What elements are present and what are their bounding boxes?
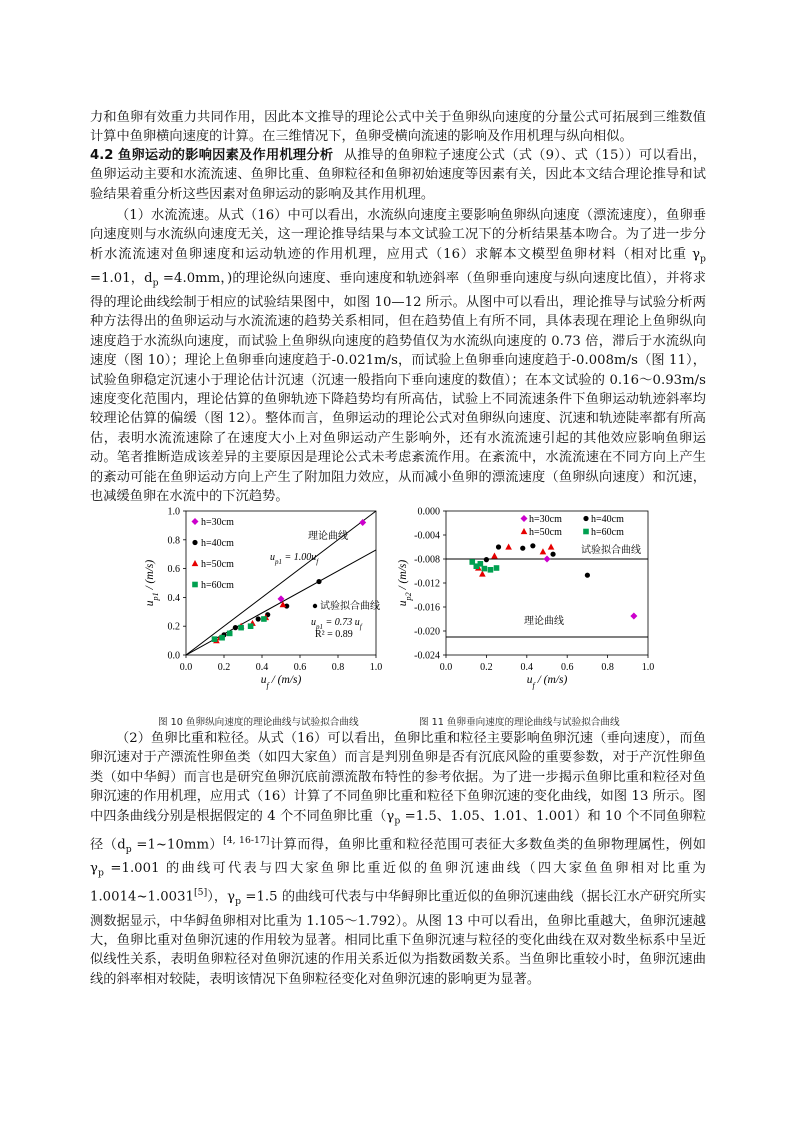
fit-label-marker	[313, 604, 317, 608]
section-title: 鱼卵运动的影响因素及作用机理分析	[117, 148, 334, 163]
x-tick-label: 0.0	[179, 662, 193, 673]
legend-marker	[521, 528, 528, 534]
y-tick-label: 0.4	[167, 592, 180, 604]
data-point-h-30cm	[359, 519, 366, 526]
legend-label-0: h=30cm	[529, 514, 562, 525]
para2-part-d: 计算而得，鱼卵比重和粒径范围可表征大多数鱼类的鱼卵物理属性，例如 γ	[90, 837, 707, 877]
x-axis-label: $u_f / (m/s)$	[526, 674, 568, 690]
para1-part-b: =1.01，d	[90, 270, 153, 286]
para2-sub-2: p	[125, 843, 132, 855]
data-point-h-40cm	[484, 557, 489, 562]
y-tick-label: 1.0	[167, 506, 180, 518]
x-tick-label: 0.6	[293, 662, 307, 673]
legend-label-0: h=30cm	[201, 517, 234, 528]
paragraph-density-size	[90, 729, 706, 989]
para2-part-f: ），γ	[207, 889, 236, 905]
y-tick-label: -0.012	[414, 578, 440, 590]
section-intro: 从推导的鱼卵粒子速度公式（式（9）、式（15））可以看出，鱼卵运动主要和水流流速、鱼卵比重、鱼卵粒径和鱼卵初始速度等因素有关，因此本文结合理论推导和试验结果着重分析这些因素对鱼卵运动的影响及其作用机理。	[90, 148, 706, 202]
y-tick-label: 0.8	[167, 535, 180, 547]
x-tick-label: 0.2	[217, 662, 231, 673]
para1-d-sub: p	[152, 277, 159, 289]
fit-curve-label: 试验拟合曲线	[581, 545, 641, 556]
para2-ref-2: [5]	[194, 887, 208, 899]
legend-marker	[192, 540, 197, 545]
y-tick-label: 0.0	[167, 650, 180, 662]
figure-10-caption: 图 10 鱼卵纵向速度的理论曲线与试验拟合曲线	[158, 717, 359, 728]
x-tick-label: 0.6	[560, 662, 574, 673]
y-tick-label: 0.2	[167, 621, 180, 633]
para2-sub-4: p	[235, 896, 242, 908]
y-tick-label: -0.016	[414, 602, 440, 614]
fit-equation: $u_{p1} = 0.73$ $u_f$	[311, 617, 362, 631]
data-point-h-50cm	[548, 544, 555, 550]
figure-10-chart	[140, 497, 390, 697]
theory-curve-label: 理论曲线	[308, 531, 348, 542]
data-point-h-40cm	[530, 543, 535, 548]
x-tick-label: 0.4	[520, 662, 534, 673]
data-point-h-40cm	[496, 544, 501, 549]
theory-curve-label: 理论曲线	[524, 616, 564, 627]
legend-marker	[583, 516, 588, 521]
para2-part-b: =1.5、1.05、1.01、1.001）和 10 个不同鱼卵粒径（d	[90, 808, 706, 853]
data-point-h-40cm	[233, 625, 238, 630]
x-tick-label: 0.4	[255, 662, 269, 673]
legend-marker	[192, 518, 199, 525]
x-tick-label: 0.8	[601, 662, 614, 673]
data-point-h-50cm	[491, 553, 498, 559]
legend-label-1: h=40cm	[201, 538, 234, 549]
data-point-h-40cm	[520, 546, 525, 551]
top-paragraph: 力和鱼卵有效重力共同作用，因此本文推导的理论公式中关于鱼卵纵向速度的分量公式可拓展到三维数值计算中鱼卵横向速度的计算。在三维情况下，鱼卵受横向流速的影响及作用机理与纵向相似。	[90, 110, 706, 145]
legend-marker	[521, 515, 528, 522]
y-axis-label: $u_{p2} / (m/s)$	[397, 559, 413, 607]
y-tick-label: -0.008	[414, 554, 440, 566]
theory-equation: $u_{p1} = 1.00u_f$	[270, 552, 319, 566]
data-point-h-30cm	[544, 556, 551, 563]
data-point-h-60cm	[227, 631, 233, 637]
data-point-h-60cm	[482, 566, 488, 572]
para1-part-c: =4.0mm，)的理论纵向速度、垂向速度和轨迹斜率（鱼卵垂向速度与纵向速度比值），并将求得的理论曲线绘制于相应的试验结果图中，如图 10—12 所示。从图中可以看出，理论推导与试验分析两种方法得出的鱼卵运动与水流流速的趋势关系相同，但在趋势值上有所不同，具体表现在理论上鱼卵纵向速度趋于水流纵向速度，而试验上鱼卵纵向速度的趋势值仅为水流纵向速度的 0.73 倍，滞后于水流纵向速度（图 10）；理论上鱼卵垂向速度趋于-0.021m/s，而试验上鱼卵垂向速度趋于-0.008m/s（图 11），试验鱼卵稳定沉速小于理论估计沉速（沉速一般指向下垂向速度的数值）；在本文试验的 0.16～0.93m/s 速度变化范围内，理论估算的鱼卵轨迹下降趋势均有所高估，试验上不同流速条件下鱼卵运动轨迹斜率均较理论估算的偏缓（图 12）。整体而言，鱼卵运动的理论公式对鱼卵纵向速度、沉速和轨迹陡率都有所高估，表明水流流速除了在速度大小上对鱼卵运动产生影响外，还有水流流速引起的其他效应影响鱼卵运动。笔者推断造成该差异的主要原因是理论公式未考虑紊流作用。在紊流中，水流流速在不同方向上产生的紊动可能在鱼卵运动方向上产生了附加阻力效应，从而减小鱼卵的漂流速度（鱼卵纵向速度）和沉速，也减缓鱼卵在水流中的下沉趋势。	[90, 270, 706, 504]
legend-label-3: h=60cm	[201, 580, 234, 591]
y-tick-label: 0.000	[417, 506, 440, 518]
data-point-h-40cm	[316, 579, 321, 584]
figure-11	[392, 497, 662, 701]
x-tick-label: 0.8	[331, 662, 345, 673]
data-point-h-60cm	[212, 636, 218, 642]
x-tick-label: 0.0	[439, 662, 453, 673]
fit-curve-label: 试验拟合曲线	[320, 601, 380, 612]
data-point-h-50cm	[505, 544, 512, 550]
para2-part-g: =1.5 的曲线可代表与中华鲟卵比重近似的鱼卵沉速曲线（据长江水产研究所实测数据显示，中华鲟鱼卵相对比重为 1.105～1.792）。从图 13 中可以看出，鱼卵比重越大，鱼卵沉速越大，鱼卵比重对鱼卵沉速的作用较为显著。相同比重下鱼卵沉速与粒径的变化曲线在双对数坐标系中呈近似线性关系，表明鱼卵粒径对鱼卵沉速的作用关系近似为指数函数关系。当鱼卵比重较小时，鱼卵沉速曲线的斜率相对较陡，表明该情况下鱼卵粒径变化对鱼卵沉速的影响更为显著。	[90, 889, 706, 987]
section-number: 4.2	[90, 148, 114, 163]
data-point-h-40cm	[585, 573, 590, 578]
para2-part-e: =1.001 的曲线可代表与四大家鱼卵比重近似的鱼卵沉速曲线（四大家鱼鱼卵相对比重为 1.0014~1.0031	[90, 861, 706, 905]
data-point-h-60cm	[494, 565, 500, 571]
r-squared-label: R² = 0.89	[315, 629, 353, 640]
y-tick-label: 0.6	[167, 564, 180, 576]
y-tick-label: -0.020	[414, 626, 440, 638]
data-point-h-60cm	[219, 635, 225, 641]
legend-label-3: h=60cm	[591, 527, 624, 538]
para2-part-c: =1~10mm）	[131, 837, 224, 853]
legend-label-1: h=40cm	[591, 514, 624, 525]
figure-11-chart	[392, 497, 662, 697]
figure-11-caption: 图 11 鱼卵垂向速度的理论曲线与试验拟合曲线	[419, 717, 620, 728]
data-point-h-60cm	[261, 616, 267, 622]
y-tick-label: -0.024	[414, 650, 440, 662]
data-point-h-50cm	[479, 571, 486, 577]
data-point-h-60cm	[238, 625, 244, 631]
para1-part-a: （1）水流流速。从式（16）中可以看出，水流纵向速度主要影响鱼卵纵向速度（漂流速度），鱼卵垂向速度则与水流纵向速度无关，这一理论推导结果与本文试验工况下的分析结果基本吻合。为了进一步分析水流流速对鱼卵速度和运动轨迹的作用机理，应用式（16）求解本文模型鱼卵材料（相对比重 γ	[90, 208, 706, 262]
data-point-h-60cm	[248, 623, 254, 629]
data-point-h-50cm	[540, 548, 547, 554]
x-tick-label: 0.2	[480, 662, 493, 673]
para2-ref-1: [4, 16-17]	[223, 834, 270, 846]
para1-gamma-sub: p	[700, 253, 706, 265]
legend-label-2: h=50cm	[529, 527, 562, 538]
x-axis-label: $u_f / (m/s)$	[260, 674, 302, 690]
legend-marker	[583, 529, 589, 535]
legend-label-2: h=50cm	[201, 559, 234, 570]
para2-part-a: （2）鱼卵比重和粒径。从式（16）可以看出，鱼卵比重和粒径主要影响鱼卵沉速（垂向速度），而鱼卵沉速对于产漂流性卵鱼类（如四大家鱼）而言是判別鱼卵是否有沉底风险的重要参数，对于产沉性卵鱼类（如中华鲟）而言也是研究鱼卵沉底前漂流散布特性的参考依据。为了进一步揭示鱼卵比重和粒径对鱼卵沉速的作用机理，应用式（16）计算了不同鱼卵比重和粒径下鱼卵沉速的变化曲线，如图 13 所示。图中四条曲线分别是根据假定的 4 个不同鱼卵比重（γ	[90, 731, 706, 824]
x-tick-label: 1.0	[641, 662, 655, 673]
y-axis-label: $u_{p1} / (m/s)$	[144, 559, 160, 607]
section-4-2	[90, 146, 706, 204]
legend-marker	[192, 582, 198, 588]
data-point-h-40cm	[256, 616, 261, 621]
para2-sub-3: p	[97, 867, 104, 879]
paragraph-flow-velocity	[90, 206, 706, 506]
figure-10	[140, 497, 390, 701]
para2-sub-1: p	[394, 815, 401, 827]
data-point-h-40cm	[550, 552, 555, 557]
x-tick-label: 1.0	[369, 662, 383, 673]
y-tick-label: -0.004	[414, 530, 440, 542]
legend-marker	[192, 560, 199, 566]
data-point-h-30cm	[630, 613, 637, 620]
data-point-h-60cm	[488, 567, 494, 573]
data-point-h-60cm	[478, 561, 484, 567]
